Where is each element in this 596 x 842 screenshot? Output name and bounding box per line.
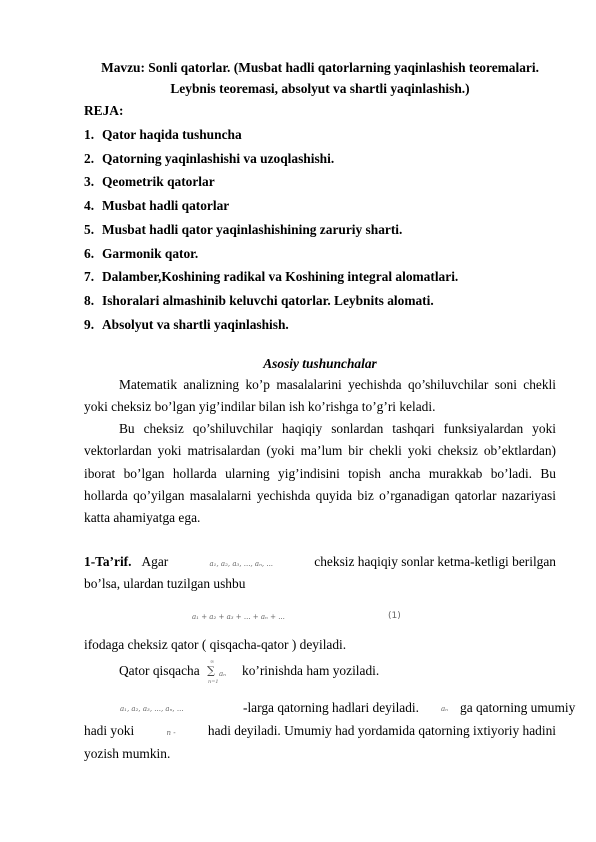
definition-label: 1-Ta’rif. [84,554,132,569]
last-line: yozish mumkin. [84,746,171,761]
plan-item-number: 2. [84,150,95,166]
paragraph-2: Bu cheksiz qo’shiluvchilar haqiqiy sonlardan tashqari funksiyalardan yoki vektorlardan yoki matrisalardan (yoki ma’lum bir chekli yoki cheksiz ob’ektlardan) iborat bo’lgan hollarda ularning yig’indisini topish ancha murakkab bo’ladi. Bu hollarda qo’yilgan masalalarni yechishda quyida biz o’rganadigan qatorlar nazariyasi katta ahamiyatga ega. [84,421,556,526]
short-notation-post: ko’rinishda ham yoziladi. [242,663,380,678]
plan-item-number: 7. [84,269,95,285]
plan-item [84,246,198,262]
series-formula: a₁ + a₂ + a₃ + ... + aₙ + ... [192,613,285,621]
definition-rest: cheksiz haqiqiy sonlar ketma-ketligi berilgan [314,554,556,569]
plan-item-text: Garmonik qator. [102,245,199,261]
n-symbol: n - [166,729,176,737]
plan-item [84,293,434,309]
section-heading: Asosiy tushunchalar [263,356,377,371]
short-notation-line [119,660,200,682]
plan-item [84,269,458,285]
plan-item [84,127,242,143]
plan-item [84,317,289,333]
short-notation-pre: Qator qisqacha [119,663,200,678]
after-formula-text: ifodaga cheksiz qator ( qisqacha-qator ) deyiladi. [84,637,347,652]
plan-item-number: 3. [84,174,95,190]
title-line-1: Mavzu: Sonli qatorlar. (Musbat hadli qatorlarning yaqinlashish teoremalari. [101,60,539,75]
plan-item-text: Musbat hadli qator yaqinlashishining zaruriy sharti. [102,221,403,237]
definition-line-1 [84,551,556,575]
plan-item-text: Absolyut va shartli yaqinlashish. [102,316,289,332]
nth-term-line [84,720,556,744]
sum-upper-limit: ∞ [210,659,215,665]
plan-item-number: 4. [84,198,95,214]
sum-lower-limit: n=1 [208,679,219,685]
plan-item-text: Qator haqida tushuncha [102,127,242,142]
title-line-2: Leybnis teoremasi, absolyut va shartli yaqinlashish.) [170,81,470,96]
plan-heading: REJA: [84,103,124,118]
sum-notation [207,661,231,687]
sum-term: aₙ [219,670,227,678]
plan-item [84,222,402,238]
formula-number: (1) [388,611,401,621]
plan-item-text: Ishoralari almashinib keluvchi qatorlar. Leybnits alomati. [102,292,434,308]
terms-sequence: a₁, a₂, a₃, ..., aₙ, ... [120,705,184,713]
sequence-expression: a₁, a₂, a₃, ..., aₙ, ... [209,560,274,568]
plan-item-number: 6. [84,245,95,261]
plan-item-number: 9. [84,316,95,332]
general-term-text: ga qatorning umumiy [460,700,576,715]
plan-item-number: 1. [84,127,95,142]
plan-item [84,174,215,190]
plan-item-text: Qatorning yaqinlashishi va uzoqlashishi. [102,150,335,166]
definition-agar: Agar [141,554,169,569]
plan-item [84,151,334,167]
general-term-symbol: aₙ [441,705,449,713]
nth-term-post: hadi deyiladi. Umumiy had yordamida qatorning ixtiyoriy hadini [207,723,556,738]
definition-line-2: bo’lsa, ulardan tuzilgan ushbu [84,576,246,591]
plan-item-text: Dalamber,Koshining radikal va Koshining integral alomatlari. [102,269,459,285]
paragraph-1: Matematik analizning ko’p masalalarini yechishda qo’shiluvchilar soni chekli yoki cheksiz bo’lgan yig’indilar bilan ish ko’rishga to’g’ri keladi. [84,377,556,415]
plan-item [84,198,229,214]
sum-icon: ∑ [207,664,215,677]
terms-text: -larga qatorning hadlari deyiladi. [243,700,420,715]
nth-term-pre: hadi yoki [84,723,135,738]
plan-item-text: Qeometrik qatorlar [102,174,215,190]
plan-item-number: 8. [84,292,95,308]
plan-item-number: 5. [84,221,95,237]
plan-item-text: Musbat hadli qatorlar [102,198,230,214]
